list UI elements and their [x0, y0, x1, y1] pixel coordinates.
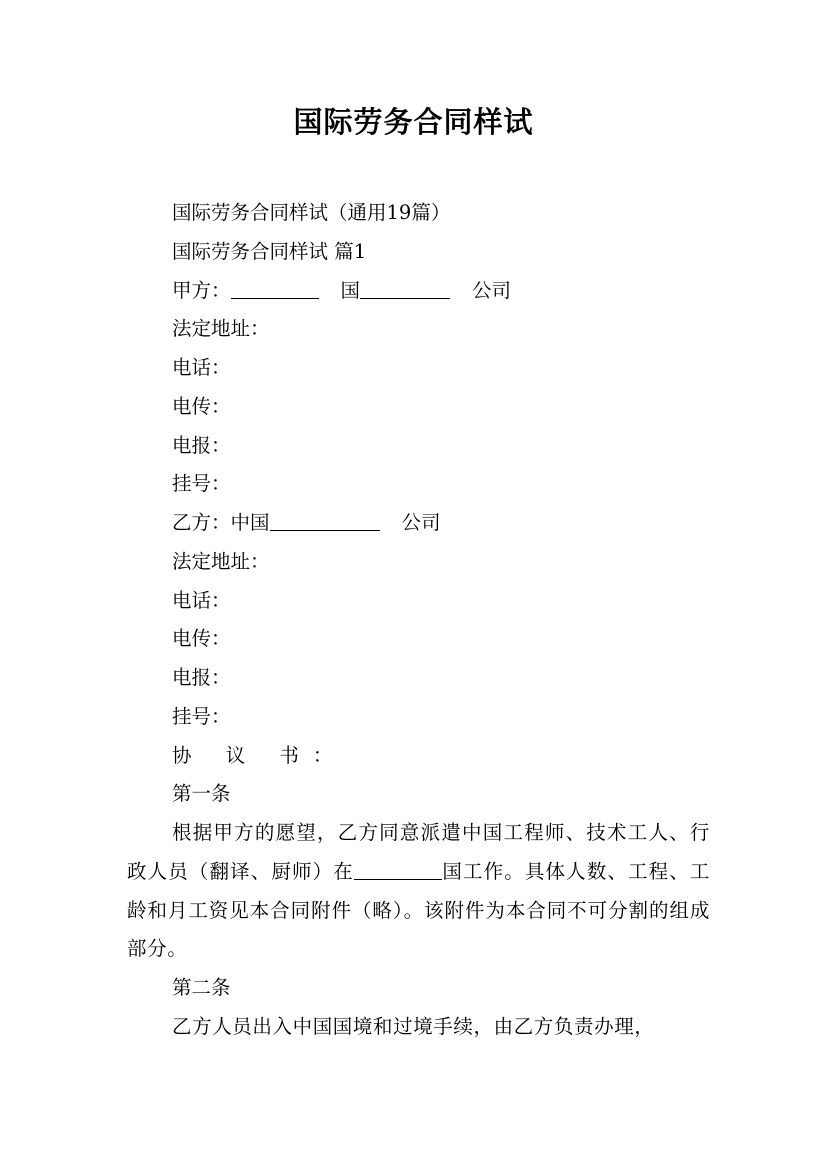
party-b-label: 乙方：中国: [172, 511, 270, 534]
article-1-text: [127, 814, 710, 969]
article-1-heading: 第一条: [172, 782, 231, 806]
chapter-heading: 国际劳务合同样试 篇1: [172, 239, 367, 263]
party-b-company-suffix: 公司: [401, 511, 441, 534]
article-2-text: 乙方人员出入中国国境和过境手续，由乙方负责办理，: [172, 1014, 655, 1038]
party-b-line: [127, 504, 710, 543]
party-b-phone: 电话：: [172, 588, 231, 612]
article-1-country-blank: [354, 860, 442, 881]
party-b-name-blank: [270, 511, 380, 532]
party-a-cable: 挂号：: [172, 472, 231, 496]
party-a-phone: 电话：: [172, 356, 231, 379]
agreement-heading: 协 议 书：: [172, 743, 347, 767]
article-2-heading: 第二条: [172, 976, 231, 999]
party-a-company-suffix: 公司: [472, 278, 512, 302]
party-a-label: 甲方：: [172, 278, 231, 302]
party-b-cable: 挂号：: [172, 704, 231, 728]
party-a-line: [127, 272, 710, 311]
article-1-text-part1: 根据甲方的愿望，乙方同意派遣中国工程师、技术工人、行政人员（翻译、厨师）在: [127, 821, 710, 883]
party-a-telegram: 电报：: [172, 433, 231, 457]
party-b-telegram: 电报：: [172, 666, 231, 689]
party-a-country-blank: [360, 278, 450, 299]
party-b-address: 法定地址：: [172, 549, 270, 573]
party-a-address: 法定地址：: [172, 317, 270, 341]
party-a-country-suffix: 国: [340, 278, 361, 302]
party-b-fax: 电传：: [172, 627, 231, 651]
article-1-text-part2: 国工作。具体人数、工程、工龄和月工资见本合同附件（略）。该附件为本合同不可分割的组成部分。: [127, 859, 710, 961]
party-a-fax: 电传：: [172, 394, 231, 418]
document-title: 国际劳务合同样试: [293, 105, 534, 139]
subtitle: 国际劳务合同样试（通用19篇）: [172, 201, 451, 224]
document-body: [127, 194, 710, 1047]
party-a-name-blank: [231, 278, 319, 299]
